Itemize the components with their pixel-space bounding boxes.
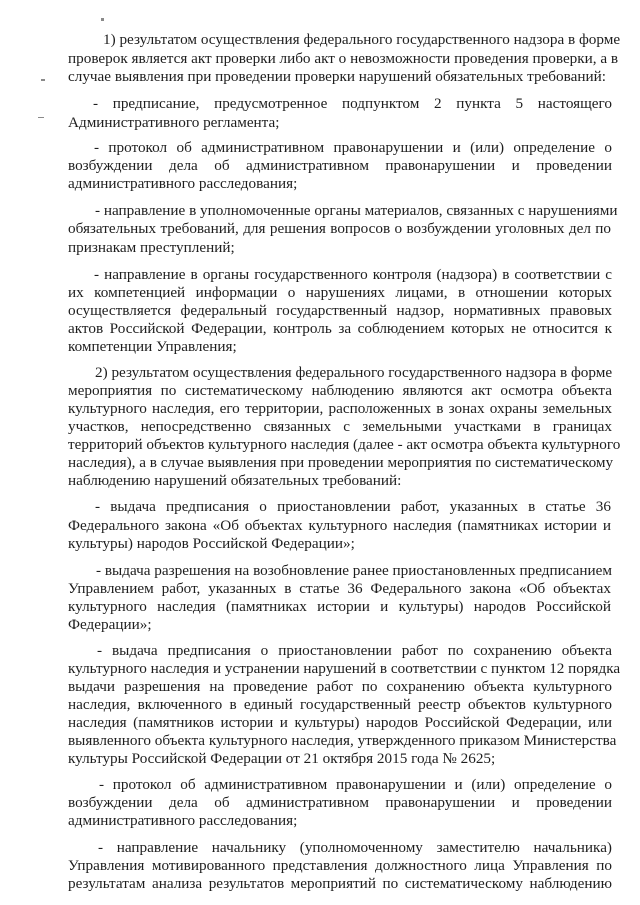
paragraph-10-line: административного расследования; (68, 812, 298, 829)
paragraph-11-line: результатам анализа результатов мероприятий по систематическому наблюдению (68, 875, 612, 892)
paragraph-10-line: - протокол об административном правонарушении и (или) определение о (99, 776, 612, 793)
paragraph-8-line: культурного наследия (памятниках истории и культуры) народов Российской (68, 598, 611, 615)
scan-speck (41, 79, 45, 81)
paragraph-9-line: выдачи разрешения на проведение работ по сохранению объекта культурного (68, 678, 612, 695)
paragraph-3-line: административного расследования; (68, 175, 298, 192)
paragraph-9-line: - выдача предписания о приостановлении работ по сохранению объекта (97, 642, 612, 659)
paragraph-8-line: Федерации»; (68, 616, 152, 633)
paragraph-6-line: мероприятия по систематическому наблюдению являются акт осмотра объекта (68, 382, 612, 399)
paragraph-11-line: - направление начальнику (уполномоченному заместителю начальника) (98, 839, 612, 856)
paragraph-11-line: Управления мотивированного представления должностного лица Управления по (68, 857, 612, 874)
paragraph-8-line: Управлением работ, указанных в статье 36 Федерального закона «Об объектах (68, 580, 611, 597)
scan-speck (101, 18, 104, 21)
paragraph-7-line: культуры) народов Российской Федерации»; (68, 535, 355, 552)
scan-speck (38, 117, 44, 118)
paragraph-5-line: осуществляется федеральный государственный надзор, нормативных правовых (68, 302, 612, 319)
paragraph-9-line: наследия (памятников истории и культуры) народов Российской Федерации, или (68, 714, 612, 731)
paragraph-5-line: актов Российской Федерации, контроль за соблюдением которых не относится к (68, 320, 612, 337)
paragraph-6-line: наблюдению нарушений обязательных требований: (68, 472, 402, 489)
paragraph-6-line: 2) результатом осуществления федерального государственного надзора в форме (95, 364, 613, 381)
paragraph-7-line: Федерального закона «Об объектах культурного наследия (памятниках истории и (68, 517, 611, 534)
paragraph-9-line: культурного наследия и устранении нарушений в соответствии с пунктом 12 порядка (68, 660, 621, 677)
paragraph-5-line: их компетенцией информации о нарушениях лицами, в отношении которых (68, 284, 612, 301)
paragraph-6-line: территорий объектов культурного наследия (далее - акт осмотра объекта культурного (68, 436, 621, 453)
paragraph-8-line: - выдача разрешения на возобновление ранее приостановленных предписанием (96, 562, 613, 579)
paragraph-7-line: - выдача предписания о приостановлении работ, указанных в статье 36 (95, 498, 611, 515)
paragraph-4-line: - направление в уполномоченные органы материалов, связанных с нарушениями (95, 202, 618, 219)
paragraph-6-line: участков, непосредственно связанных с земельными участками в границах (68, 418, 612, 435)
paragraph-5-line: - направление в органы государственного контроля (надзора) в соответствии с (94, 266, 612, 283)
paragraph-2-line: Административного регламента; (68, 114, 280, 131)
paragraph-9-line: наследия, включенного в единый государственный реестр объектов культурного (68, 696, 612, 713)
paragraph-3-line: возбуждении дела об административном правонарушении и проведении (68, 157, 612, 174)
paragraph-6-line: наследия), а в случае выявления при проведении мероприятия по систематическому (68, 454, 614, 471)
paragraph-1-line: случае выявления при проведении проверки нарушений обязательных требований: (68, 68, 606, 85)
paragraph-2-line: - предписание, предусмотренное подпунктом 2 пункта 5 настоящего (93, 95, 612, 112)
paragraph-5-line: компетенции Управления; (68, 338, 237, 355)
paragraph-3-line: - протокол об административном правонарушении и (или) определение о (94, 139, 612, 156)
paragraph-1-line: 1) результатом осуществления федерального государственного надзора в форме (103, 31, 621, 48)
paragraph-9-line: культуры Российской Федерации от 21 октября 2015 года № 2625; (68, 750, 496, 767)
paragraph-4-line: признакам преступлений; (68, 239, 235, 256)
paragraph-4-line: обязательных требований, для решения вопросов о возбуждении уголовных дел по (68, 220, 611, 237)
paragraph-10-line: возбуждении дела об административном правонарушении и проведении (68, 794, 612, 811)
paragraph-6-line: культурного наследия, его территории, расположенных в зонах охраны земельных (68, 400, 612, 417)
paragraph-9-line: выявленного объекта культурного наследия, утвержденного приказом Министерства (68, 732, 617, 749)
paragraph-1-line: проверок является акт проверки либо акт о невозможности проведения проверки, а в (68, 50, 619, 67)
